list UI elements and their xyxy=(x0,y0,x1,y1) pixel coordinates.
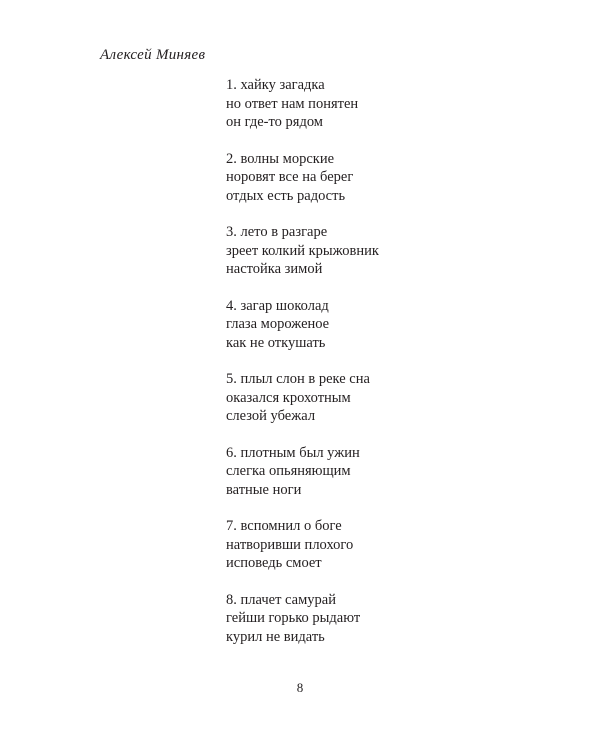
poem xyxy=(226,591,556,647)
poem-line: слезой убежал xyxy=(226,408,316,424)
poem-line: натворивши плохого xyxy=(226,536,354,553)
poem-line: норовят все на берег xyxy=(226,169,354,185)
poem-line: 6. плотным был ужин xyxy=(226,444,360,461)
poem-line: 5. плыл слон в реке сна xyxy=(226,371,370,387)
poem-line: ватные ноги xyxy=(226,481,302,498)
poem-line: он где-то рядом xyxy=(226,114,323,130)
poem-line: 7. вспомнил о боге xyxy=(226,518,342,534)
poem-line: отдых есть радость xyxy=(226,187,346,204)
running-header-author: Алексей Миняев xyxy=(100,47,206,63)
poem-line: глаза мороженое xyxy=(226,316,330,332)
poem xyxy=(226,517,556,573)
poem xyxy=(226,150,556,206)
poem-line: 1. хайку загадка xyxy=(226,77,325,93)
poem-line: 3. лето в разгаре xyxy=(226,224,328,240)
poem xyxy=(226,223,556,279)
poem-line: 2. волны морские xyxy=(226,150,335,167)
poem-line: курил не видать xyxy=(226,628,325,645)
poem-line: настойка зимой xyxy=(226,261,323,277)
poem xyxy=(226,370,556,426)
poem-line: зреет колкий крыжовник xyxy=(226,242,379,259)
poem xyxy=(226,76,556,132)
poem-line: гейши горько рыдают xyxy=(226,610,361,626)
poem xyxy=(226,444,556,500)
poem-line: как не откушать xyxy=(226,334,326,351)
poem xyxy=(226,297,556,353)
page-number: 8 xyxy=(296,680,304,695)
poem-list xyxy=(226,76,556,664)
poem-line: 4. загар шоколад xyxy=(226,297,329,314)
poem-line: слегка опьяняющим xyxy=(226,463,351,479)
poem-line: оказался крохотным xyxy=(226,389,351,406)
poem-line: исповедь смоет xyxy=(226,555,322,571)
poem-line: но ответ нам понятен xyxy=(226,95,359,112)
poem-line: 8. плачет самурай xyxy=(226,591,336,608)
